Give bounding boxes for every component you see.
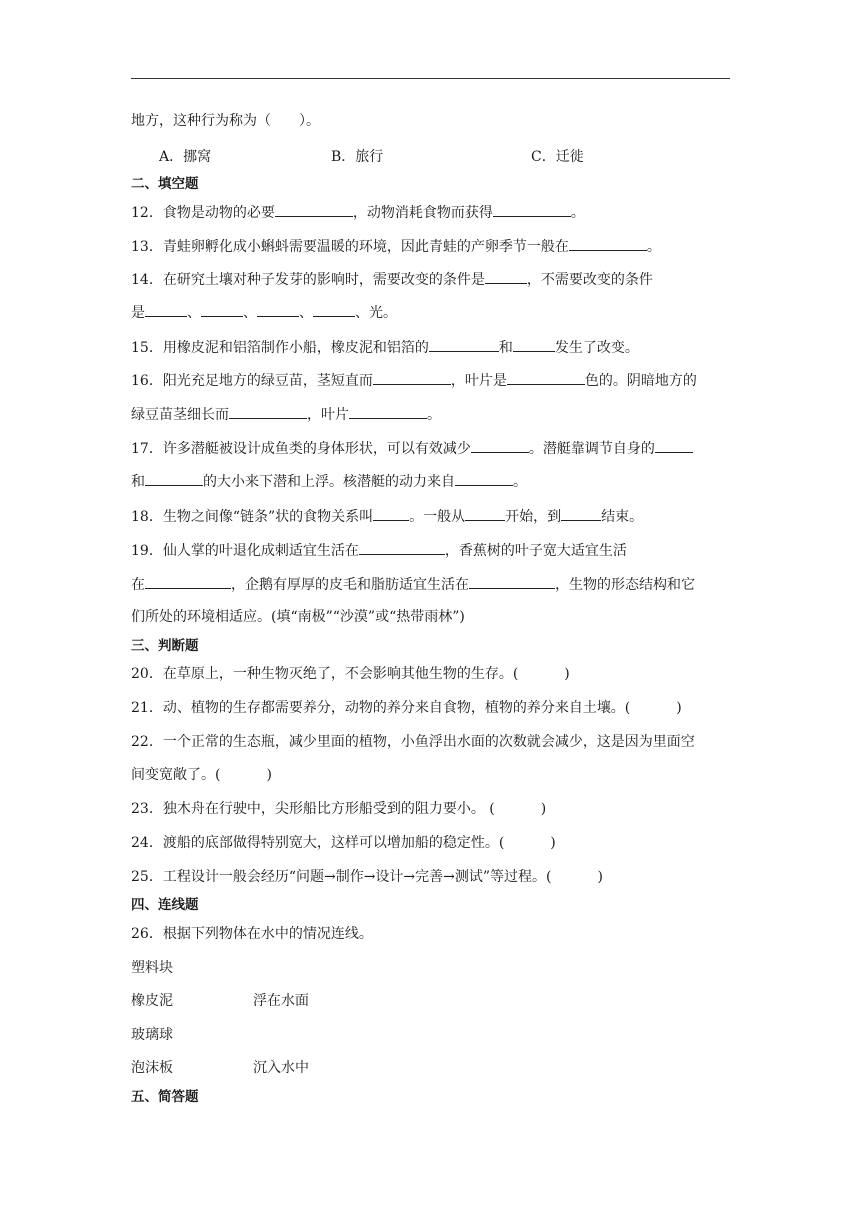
q24-close: ) — [550, 835, 556, 851]
question-14-line1 — [131, 270, 731, 288]
q17-blank-1[interactable] — [471, 439, 529, 453]
q19-text-e: ，生物的形态结构和它 — [555, 577, 695, 593]
q22-text2: 间变宽敞了。( — [131, 767, 221, 783]
q19-text-a: 19．仙人掌的叶退化成刺适宜生活在 — [131, 543, 359, 559]
q16-text-e: ，叶片 — [307, 407, 349, 423]
q18-text-b: 。一般从 — [409, 509, 466, 525]
q14-blank-1[interactable] — [485, 270, 527, 284]
question-14-line2 — [131, 303, 731, 321]
q19-text-d: ，企鹅有厚厚的皮毛和脂肪适宜生活在 — [231, 577, 469, 593]
question-19-line1 — [131, 541, 731, 559]
q12-blank-2[interactable] — [493, 203, 571, 217]
q18-blank-3[interactable] — [561, 507, 601, 521]
q22-close: ) — [266, 767, 272, 783]
option-b: B．旅行 — [331, 149, 384, 165]
q13-text-a: 13．青蛙卵孵化成小蝌蚪需要温暖的环境，因此青蛙的产卵季节一般在 — [131, 239, 569, 255]
question-21 — [131, 699, 731, 717]
q16-blank-2[interactable] — [507, 371, 585, 385]
q18-text-a: 18．生物之间像“链条”状的食物关系叫 — [131, 509, 374, 525]
q16-blank-3[interactable] — [229, 405, 307, 419]
q13-blank-1[interactable] — [569, 237, 647, 251]
q17-text-a: 17．许多潜艇被设计成鱼类的身体形状，可以有效减少 — [131, 441, 471, 457]
q18-text-d: 结束。 — [601, 509, 644, 525]
q23-text: 23．独木舟在行驶中，尖形船比方形船受到的阻力要小。 ( — [131, 801, 495, 817]
q25-text: 25．工程设计一般会经历“问题→制作→设计→完善→测试”等过程。( — [131, 869, 552, 885]
question-22-line2 — [131, 766, 731, 784]
match-left-item[interactable]: 塑料块 — [131, 960, 173, 976]
q14-text-b: ，不需要改变的条件 — [526, 272, 653, 288]
q12-blank-1[interactable] — [275, 203, 353, 217]
question-26-stem: 26．根据下列物体在水中的情况连线。 — [131, 926, 373, 942]
match-left-item[interactable]: 泡沫板 — [131, 1060, 173, 1076]
option-a: A．挪窝 — [159, 149, 212, 165]
section-fill-blank-title: 二、填空题 — [131, 176, 199, 192]
q20-close: ) — [564, 666, 570, 682]
q16-text-b: ，叶片是 — [450, 373, 507, 389]
question-17-line2 — [131, 472, 731, 490]
section-matching-title: 四、连线题 — [131, 897, 199, 913]
question-19-line3: 们所处的环境相适应。(填“南极”“沙漠”或“热带雨林”) — [131, 609, 465, 625]
question-15 — [131, 338, 731, 356]
q17-blank-4[interactable] — [455, 472, 513, 486]
q16-text-a: 16．阳光充足地方的绿豆苗，茎短直而 — [131, 373, 373, 389]
q15-blank-2[interactable] — [513, 338, 555, 352]
q16-text-f: 。 — [427, 407, 441, 423]
q17-text-d: 的大小来下潜和上浮。核潜艇的动力来自 — [203, 474, 455, 490]
q17-blank-3[interactable] — [145, 472, 203, 486]
q14-sep-2: 、 — [243, 305, 257, 321]
q14-sep-3: 、 — [299, 305, 313, 321]
q17-text-c: 和 — [131, 474, 145, 490]
question-12 — [131, 203, 731, 221]
header-rule — [131, 78, 730, 79]
question-11-tail: 地方，这种行为称为（ ）。 — [131, 113, 320, 129]
q14-text-a: 14．在研究土壤对种子发芽的影响时，需要改变的条件是 — [131, 272, 485, 288]
q12-text-b: ，动物消耗食物而获得 — [352, 205, 493, 221]
q19-blank-1[interactable] — [359, 541, 445, 555]
q19-text-b: ，香蕉树的叶子宽大适宜生活 — [444, 543, 627, 559]
q14-end: 、光。 — [355, 305, 397, 321]
q14-blank-4[interactable] — [257, 303, 299, 317]
q25-close: ) — [597, 869, 603, 885]
q14-sep-1: 、 — [187, 305, 201, 321]
q16-text-d: 绿豆苗茎细长而 — [131, 407, 229, 423]
q16-blank-1[interactable] — [373, 371, 451, 385]
question-23 — [131, 800, 731, 818]
question-25 — [131, 868, 731, 886]
q23-close: ) — [540, 801, 547, 817]
option-c: C．迁徙 — [531, 149, 584, 165]
match-left-item[interactable]: 橡皮泥 — [131, 993, 173, 1009]
q12-text-a: 12．食物是动物的必要 — [131, 205, 275, 221]
q19-blank-2[interactable] — [145, 575, 231, 589]
q17-text-b: 。潜艇靠调节自身的 — [528, 441, 655, 457]
q14-blank-2[interactable] — [145, 303, 187, 317]
question-17-line1 — [131, 439, 731, 457]
q14-line2-start: 是 — [131, 305, 145, 321]
section-judge-title: 三、判断题 — [131, 638, 199, 654]
q17-blank-2[interactable] — [655, 439, 693, 453]
question-18 — [131, 507, 731, 525]
q12-text-c: 。 — [570, 205, 585, 221]
q21-text: 21．动、植物的生存都需要养分，动物的养分来自食物，植物的养分来自土壤。( — [131, 700, 631, 716]
q17-text-e: 。 — [513, 474, 527, 490]
q24-text: 24．渡船的底部做得特别宽大，这样可以增加船的稳定性。( — [131, 835, 505, 851]
question-16-line2 — [131, 405, 731, 423]
question-19-line2 — [131, 575, 731, 593]
q19-blank-3[interactable] — [469, 575, 555, 589]
question-16-line1 — [131, 371, 731, 389]
match-right-item[interactable]: 浮在水面 — [253, 993, 309, 1009]
q15-blank-1[interactable] — [429, 338, 499, 352]
q21-close: ) — [676, 700, 682, 716]
match-right-item[interactable]: 沉入水中 — [253, 1060, 309, 1076]
q15-text-b: 和 — [498, 340, 513, 356]
q18-blank-1[interactable] — [373, 507, 409, 521]
match-left-item[interactable]: 玻璃球 — [131, 1027, 173, 1043]
q16-text-c: 色的。阴暗地方的 — [584, 373, 697, 389]
q15-text-c: 发生了改变。 — [554, 340, 639, 356]
q19-text-c: 在 — [131, 577, 145, 593]
q14-blank-3[interactable] — [201, 303, 243, 317]
q20-text: 20．在草原上，一种生物灭绝了，不会影响其他生物的生存。( — [131, 666, 519, 682]
section-short-answer-title: 五、简答题 — [131, 1089, 199, 1105]
q18-blank-2[interactable] — [465, 507, 505, 521]
q16-blank-4[interactable] — [349, 405, 427, 419]
q15-text-a: 15．用橡皮泥和铝箔制作小船，橡皮泥和铝箔的 — [131, 340, 429, 356]
question-22-line1: 22．一个正常的生态瓶，减少里面的植物，小鱼浮出水面的次数就会减少，这是因为里面空 — [131, 734, 695, 750]
question-20 — [131, 665, 731, 683]
question-24 — [131, 834, 731, 852]
q14-blank-5[interactable] — [313, 303, 355, 317]
q13-text-b: 。 — [646, 239, 661, 255]
q18-text-c: 开始，到 — [505, 509, 562, 525]
question-13 — [131, 237, 731, 255]
